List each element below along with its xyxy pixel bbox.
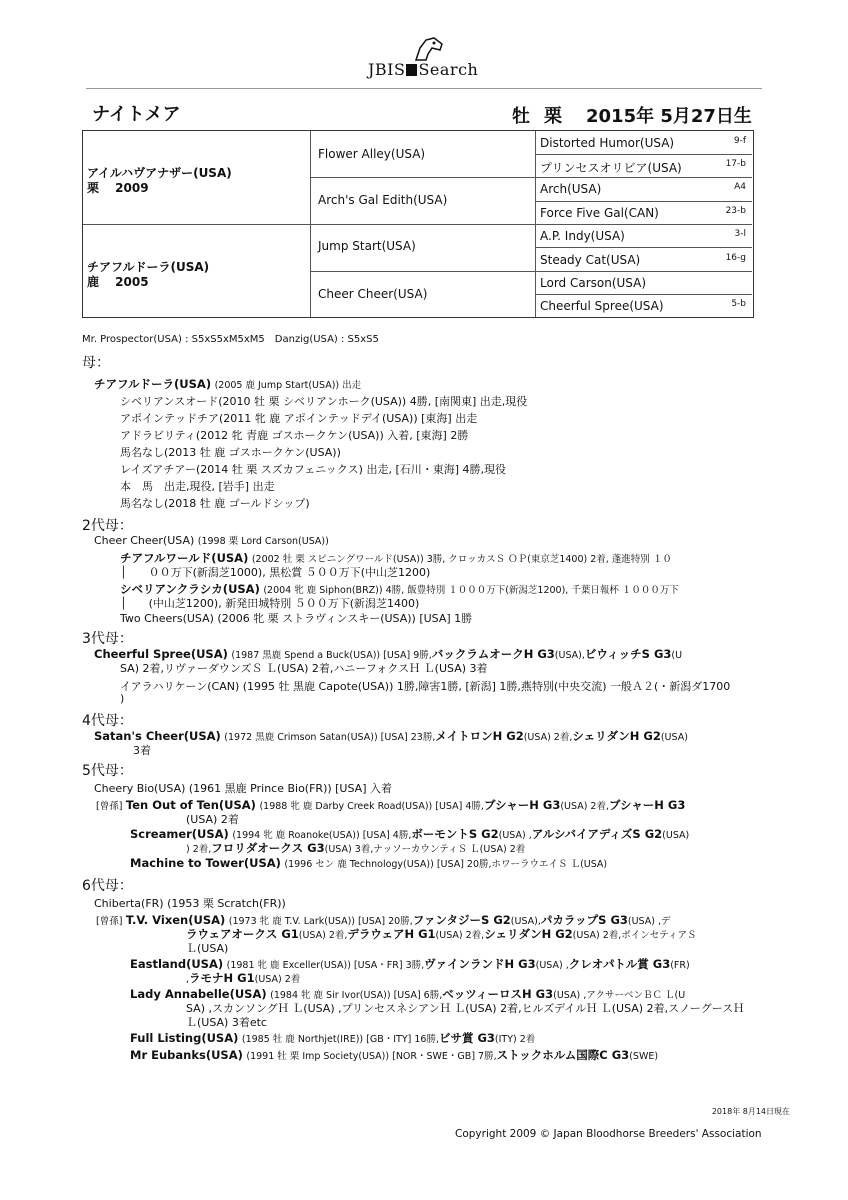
g2-dam-dam: Cheer Cheer(USA)	[318, 287, 428, 301]
horse-name: ナイトメア	[92, 104, 181, 125]
text-line: Two Cheers(USA) (2006 牝 栗 ストラヴィンスキー(USA)) [USA] 1勝	[120, 612, 473, 625]
g3-row: Distorted Humor(USA) 9-f	[540, 136, 746, 150]
g3-row: A.P. Indy(USA) 3-l	[540, 229, 746, 243]
text-line: Cheerful Spree(USA) (1987 黒鹿 Spend a Buck(USA)) [USA] 9勝,バックラムオークH G3(USA),ビウィッチS G3(U	[94, 647, 683, 661]
text-line: イアラハリケーン(CAN) (1995 牡 黒鹿 Capote(USA)) 1勝,障害1勝, [新潟] 1勝,燕特別(中央交流) 一般Ａ２(・新潟ダ1700	[120, 680, 731, 693]
text-line: Satan's Cheer(USA) (1972 黒鹿 Crimson Satan(USA)) [USA] 23勝,メイトロンH G2(USA) 2着,シェリダンH G2(USA)	[94, 729, 688, 743]
g3-row: Cheerful Spree(USA) 5-b	[540, 299, 746, 313]
section-4th-dam: 4代母：	[82, 713, 133, 729]
text-line: Cheer Cheer(USA) (1998 栗 Lord Carson(USA))	[94, 534, 329, 547]
text-line: レイズアチアー(2014 牡 栗 スズカフェニックス) 出走, [石川・東海] 4勝,現役	[120, 463, 507, 476]
inbreeding-line: Mr. Prospector(USA) : S5xS5xM5xM5 Danzig(USA) : S5xS5	[82, 334, 379, 345]
text-line: 3着	[133, 744, 151, 757]
text-line: (USA) 2着	[186, 813, 239, 826]
pedigree-table	[82, 130, 754, 318]
section-2nd-dam: 2代母：	[82, 518, 133, 534]
text-line: )	[120, 692, 125, 705]
g2-sire-sire: Flower Alley(USA)	[318, 147, 426, 161]
text-line: 馬名なし(2013 牡 鹿 ゴスホークケン(USA))	[120, 446, 341, 459]
text-line: [曾孫] Ten Out of Ten(USA) (1988 牝 鹿 Darby Creek Road(USA)) [USA] 4勝,ブシャーH G3(USA) 2着,ブシャーH G3	[96, 798, 686, 812]
g3-row: プリンセスオリビア(USA) 17-b	[540, 159, 746, 175]
text-line: Eastland(USA) (1981 牝 鹿 Exceller(USA)) [USA・FR] 3勝,ヴァインランドH G3(USA) ,クレオパトル賞 G3(FR)	[130, 957, 690, 971]
as-of-date: 2018年 8月14日現在	[711, 1107, 790, 1116]
text-line: │ (中山芝1200), 新発田城特別 ５００万下(新潟芝1400)	[120, 597, 420, 610]
horse-color: 栗	[544, 106, 576, 127]
g2-dam-sire: Jump Start(USA)	[318, 239, 416, 253]
birth-date: 2015年 5月27日生	[586, 106, 752, 127]
text-line: シベリアンスオード(2010 牡 栗 シベリアンホーク(USA)) 4勝, [南関東] 出走,現役	[120, 395, 528, 408]
text-line: Mr Eubanks(USA) (1991 牡 栗 Imp Society(USA)) [NOR・SWE・GB] 7勝,ストックホルム国際C G3(SWE)	[130, 1048, 659, 1062]
text-line: SA) 2着,リヴァーダウンズＳ Ｌ(USA) 2着,ハニーフォクスＨ Ｌ(USA) 3着	[120, 662, 488, 675]
text-line: シベリアンクラシカ(USA) (2004 牝 鹿 Siphon(BRZ)) 4勝, 飯豊特別 １０００万下(新潟芝1200), 千葉日報杯 １０００万下	[120, 582, 679, 596]
g3-row: Lord Carson(USA)	[540, 276, 647, 290]
section-dam: 母：	[82, 355, 110, 371]
logo-square-icon	[406, 64, 417, 76]
g3-row: Arch(USA) A4	[540, 182, 746, 196]
header-rule	[86, 88, 762, 89]
g3-row: Steady Cat(USA) 16-g	[540, 253, 746, 267]
horse-sex: 牡	[512, 106, 544, 127]
text-line: Machine to Tower(USA) (1996 セン 鹿 Technology(USA)) [USA] 20勝,ホワーラウエイＳ Ｌ(USA)	[130, 856, 608, 870]
dam-name: チアフルドーラ(USA)	[87, 260, 210, 274]
horse-head-icon	[412, 36, 446, 62]
sire-name: アイルハヴアナザー(USA)	[87, 166, 232, 180]
text-line: ラウェアオークス G1(USA) 2着,デラウェアH G1(USA) 2着,シェリダンH G2(USA) 2着,ボインセティアＳ	[186, 927, 697, 941]
sire-info: 栗 2009	[87, 181, 149, 195]
logo-text-right: Search	[418, 60, 479, 79]
text-line: Ｌ(USA)	[186, 942, 229, 955]
text-line: ) 2着,フロリダオークス G3(USA) 3着,ナッソーカウンティＳ Ｌ(USA) 2着	[186, 841, 526, 855]
text-line: Lady Annabelle(USA) (1984 牝 鹿 Sir Ivor(USA)) [USA] 6勝,ベッツィーロスH G3(USA) ,アクサーベンＢＣ Ｌ(U	[130, 987, 686, 1001]
section-3rd-dam: 3代母：	[82, 631, 133, 647]
text-line: Ｌ(USA) 3着etc	[186, 1016, 267, 1029]
sex-color	[512, 102, 576, 128]
text-line: チアフルドーラ(USA) (2005 鹿 Jump Start(USA)) 出走	[94, 377, 362, 391]
text-line: ,ラモナH G1(USA) 2着	[186, 971, 301, 985]
logo-text-left: JBIS	[368, 60, 406, 79]
text-line: Screamer(USA) (1994 牝 鹿 Roanoke(USA)) [USA] 4勝,ボーモントS G2(USA) ,アルシバイアディズS G2(USA)	[130, 827, 690, 841]
text-line: Full Listing(USA) (1985 牡 鹿 Northjet(IRE)) [GB・ITY] 16勝,ビサ賞 G3(ITY) 2着	[130, 1031, 536, 1045]
jbis-logo	[362, 36, 492, 82]
copyright: Copyright 2009 © Japan Bloodhorse Breeders' Association	[455, 1128, 762, 1140]
section-5th-dam: 5代母：	[82, 763, 133, 779]
text-line: アドラビリティ(2012 牝 青鹿 ゴスホークケン(USA)) 入着, [東海] 2勝	[120, 429, 469, 442]
text-line: Cheery Bio(USA) (1961 黒鹿 Prince Bio(FR)) [USA] 入着	[94, 782, 392, 795]
section-6th-dam: 6代母：	[82, 878, 133, 894]
text-line: チアフルワールド(USA) (2002 牡 栗 スピニングワールド(USA)) 3勝, クロッカスＳ ＯＰ(東京芝1400) 2着, 蓬進特別 １０	[120, 551, 672, 565]
text-line: SA) ,スカンソングＨ Ｌ(USA) ,プリンセスネシアンＨ Ｌ(USA) 2着,ヒルズデイルＨ Ｌ(USA) 2着,スノーグースＨ	[186, 1002, 745, 1015]
text-line: アポインテッドチア(2011 牝 鹿 アポインテッドデイ(USA)) [東海] 出走	[120, 412, 478, 425]
text-line: [曾孫] T.V. Vixen(USA) (1973 牝 鹿 T.V. Lark(USA)) [USA] 20勝,ファンタジーS G2(USA),パカラップS G3(USA) ,デ	[96, 913, 671, 927]
text-line: 馬名なし(2018 牡 鹿 ゴールドシップ)	[120, 497, 310, 510]
g3-row: Force Five Gal(CAN) 23-b	[540, 206, 746, 220]
text-line: Chiberta(FR) (1953 栗 Scratch(FR))	[94, 897, 286, 910]
text-line: │ ００万下(新潟芝1000), 黒松賞 ５００万下(中山芝1200)	[120, 566, 431, 579]
dam-info: 鹿 2005	[87, 275, 149, 289]
text-line: 本 馬 出走,現役, [岩手] 出走	[120, 480, 275, 493]
g2-sire-dam: Arch's Gal Edith(USA)	[318, 193, 448, 207]
